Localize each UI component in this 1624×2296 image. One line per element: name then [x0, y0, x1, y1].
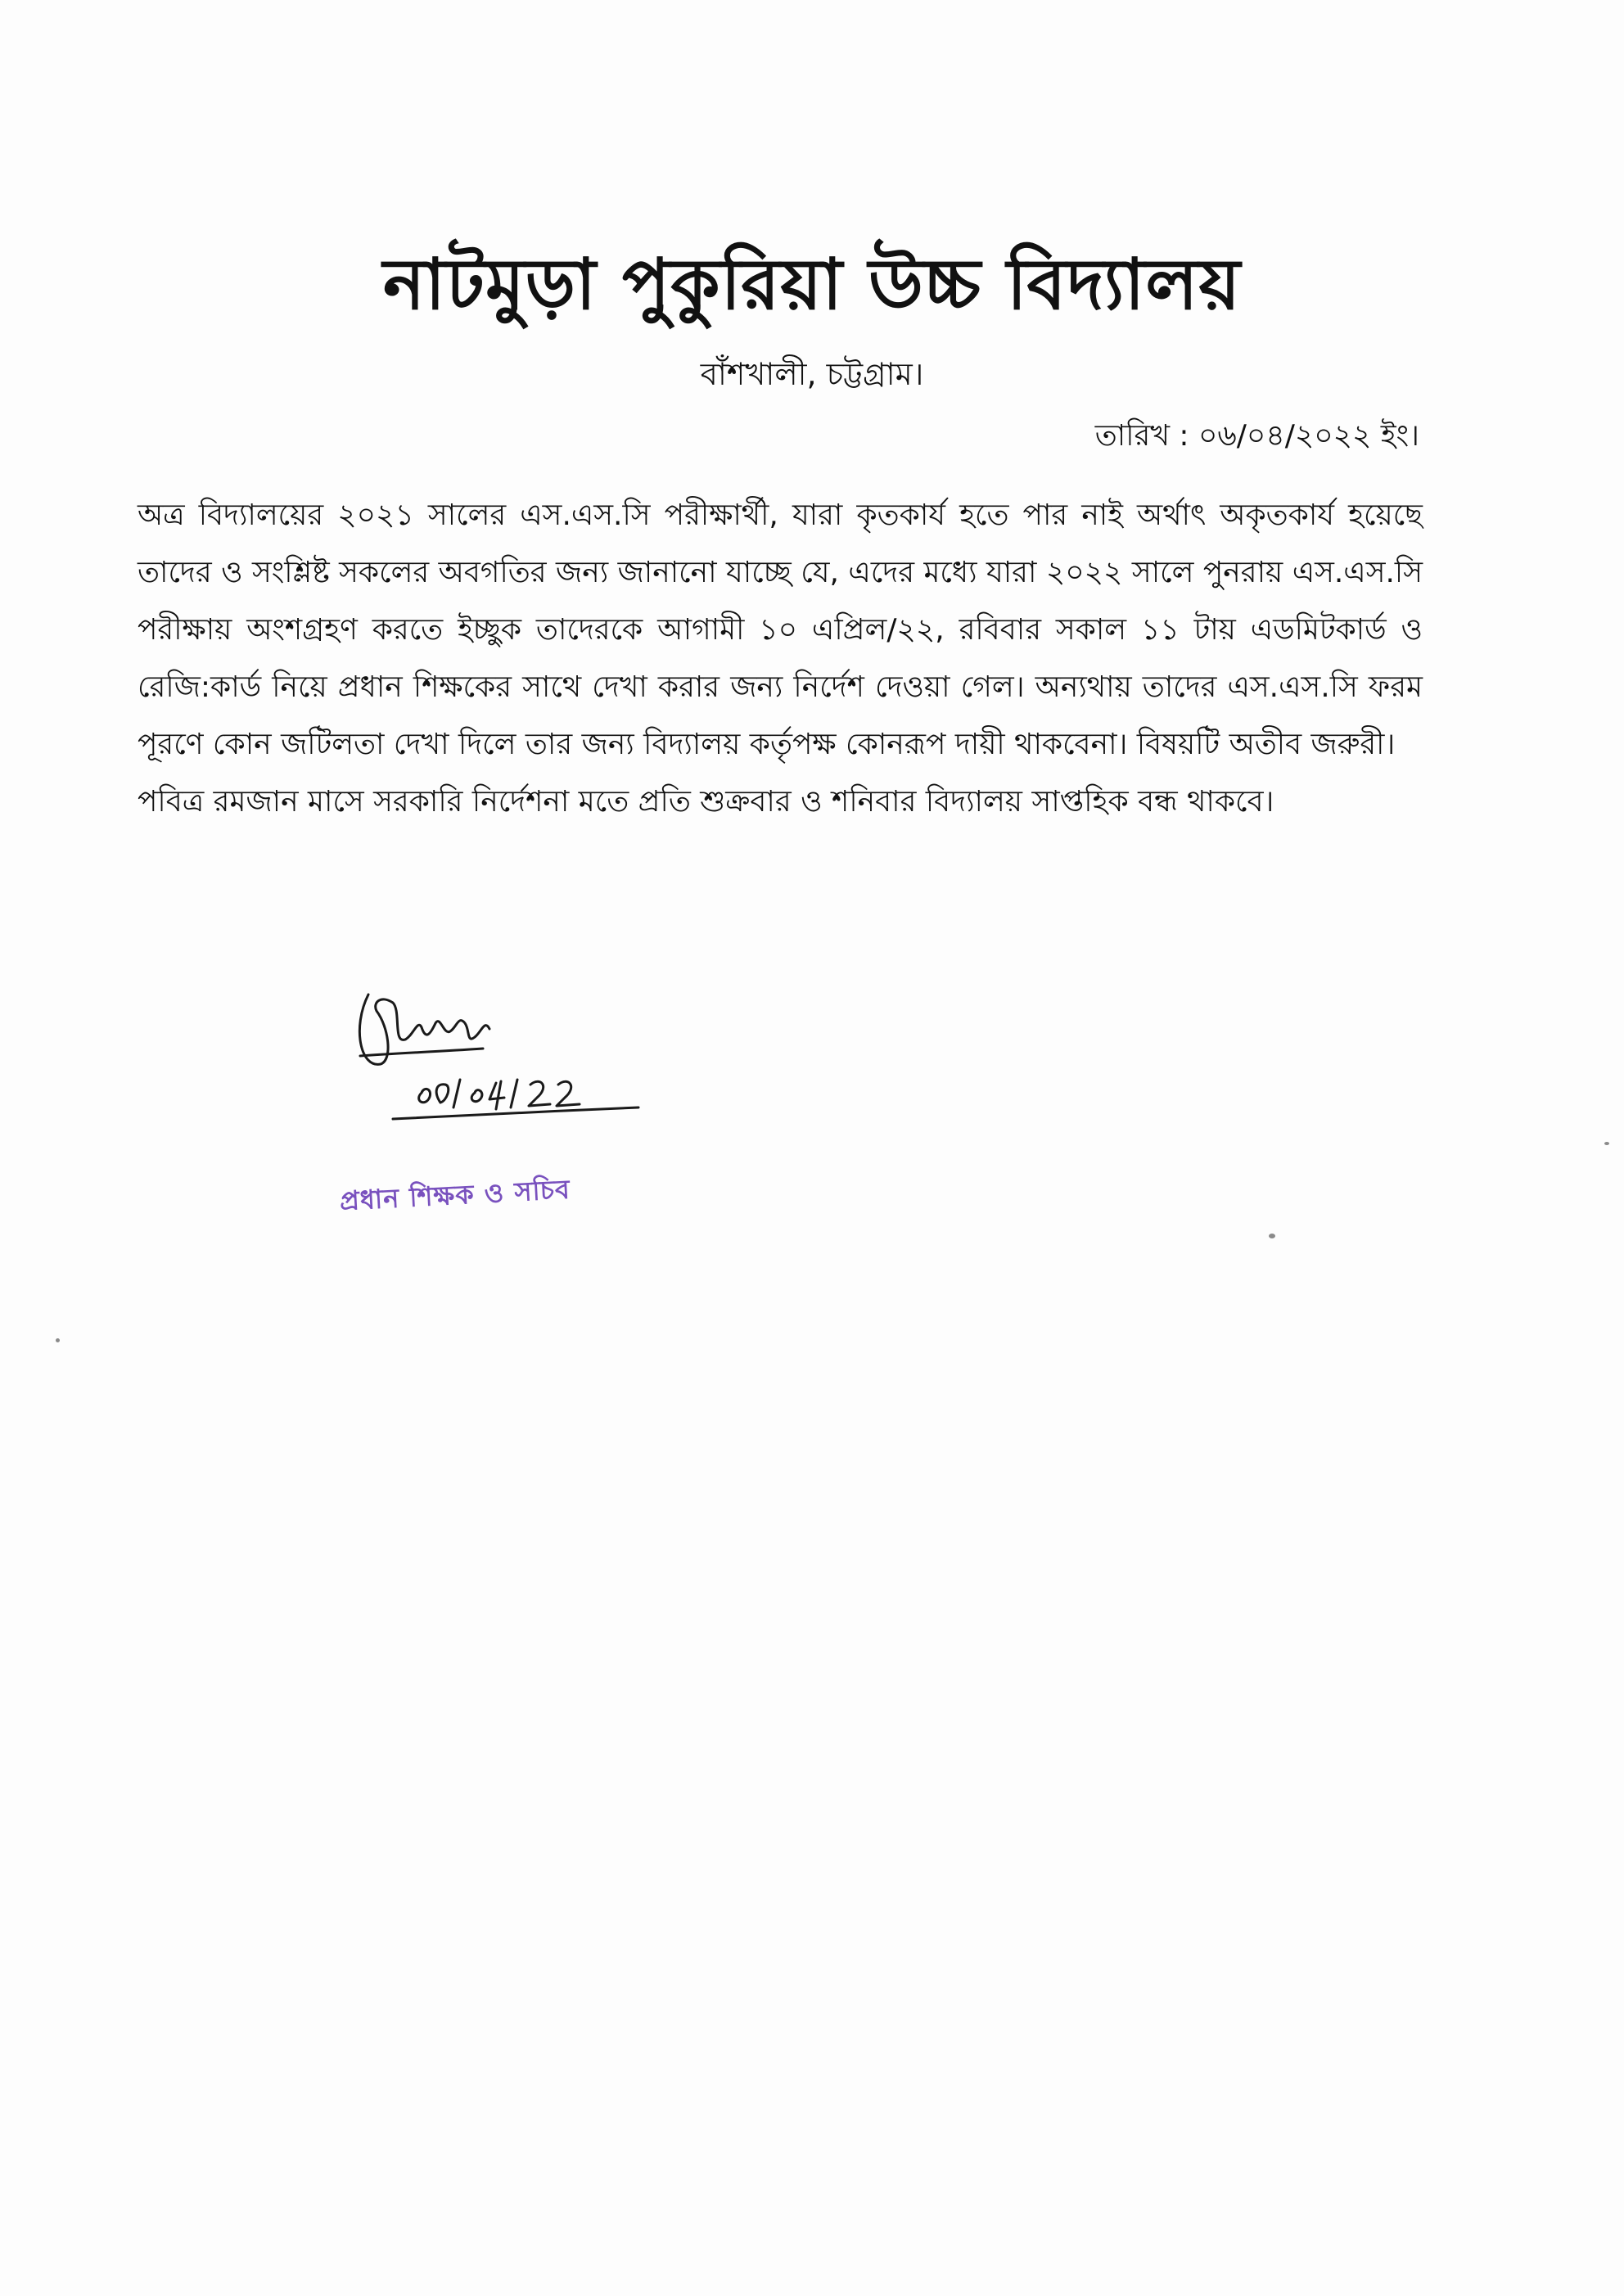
- notice-date: তারিখ : ০৬/০৪/২০২২ ইং।: [1094, 419, 1419, 453]
- handwritten-signature: [344, 978, 688, 1125]
- school-location: বাঁশখালী, চট্টগ্রাম।: [700, 356, 924, 392]
- scan-speck: [1604, 1142, 1609, 1145]
- school-name-title: নাটমুড়া পুকুরিয়া উচ্চ বিদ্যালয়: [382, 244, 1242, 326]
- scan-speck: [56, 1338, 60, 1342]
- notice-body: [138, 487, 1423, 831]
- scan-speck: [1269, 1234, 1275, 1238]
- notice-paragraph-2: পবিত্র রমজান মাসে সরকারি নির্দেশনা মতে প্রতি শুক্রবার ও শনিবার বিদ্যালয় সাপ্তহিক বন্ধ থাকবে।: [138, 785, 1274, 819]
- headmaster-stamp: প্রধান শিক্ষক ও সচিব: [339, 1173, 571, 1217]
- notice-paragraph-1: অত্র বিদ্যালয়ের ২০২১ সালের এস.এস.সি পরীক্ষার্থী, যারা কৃতকার্য হতে পার নাই অর্থাৎ অকৃতকার্য হয়েছে তাদের ও সংশ্লিষ্ট সকলের অবগতির জন্য জানানো যাচ্ছে যে, এদের মধ্যে যারা ২০২২ সালে পুনরায় এস.এস.সি পরীক্ষায় অংশগ্রহণ করতে ইচ্ছুক তাদেরকে আগামী ১০ এপ্রিল/২২, রবিবার সকাল ১১ টায় এডমিটকার্ড ও রেজি:কার্ড নিয়ে প্রধান শিক্ষকের সাথে দেখা করার জন্য নির্দেশ দেওয়া গেল। অন্যথায় তাদের এস.এস.সি ফরম পূরণে কোন জটিলতা দেখা দিলে তার জন্য বিদ্যালয় কর্তৃপক্ষ কোনরূপ দায়ী থাকবেনা। বিষয়টি অতীব জরুরী।: [138, 498, 1423, 761]
